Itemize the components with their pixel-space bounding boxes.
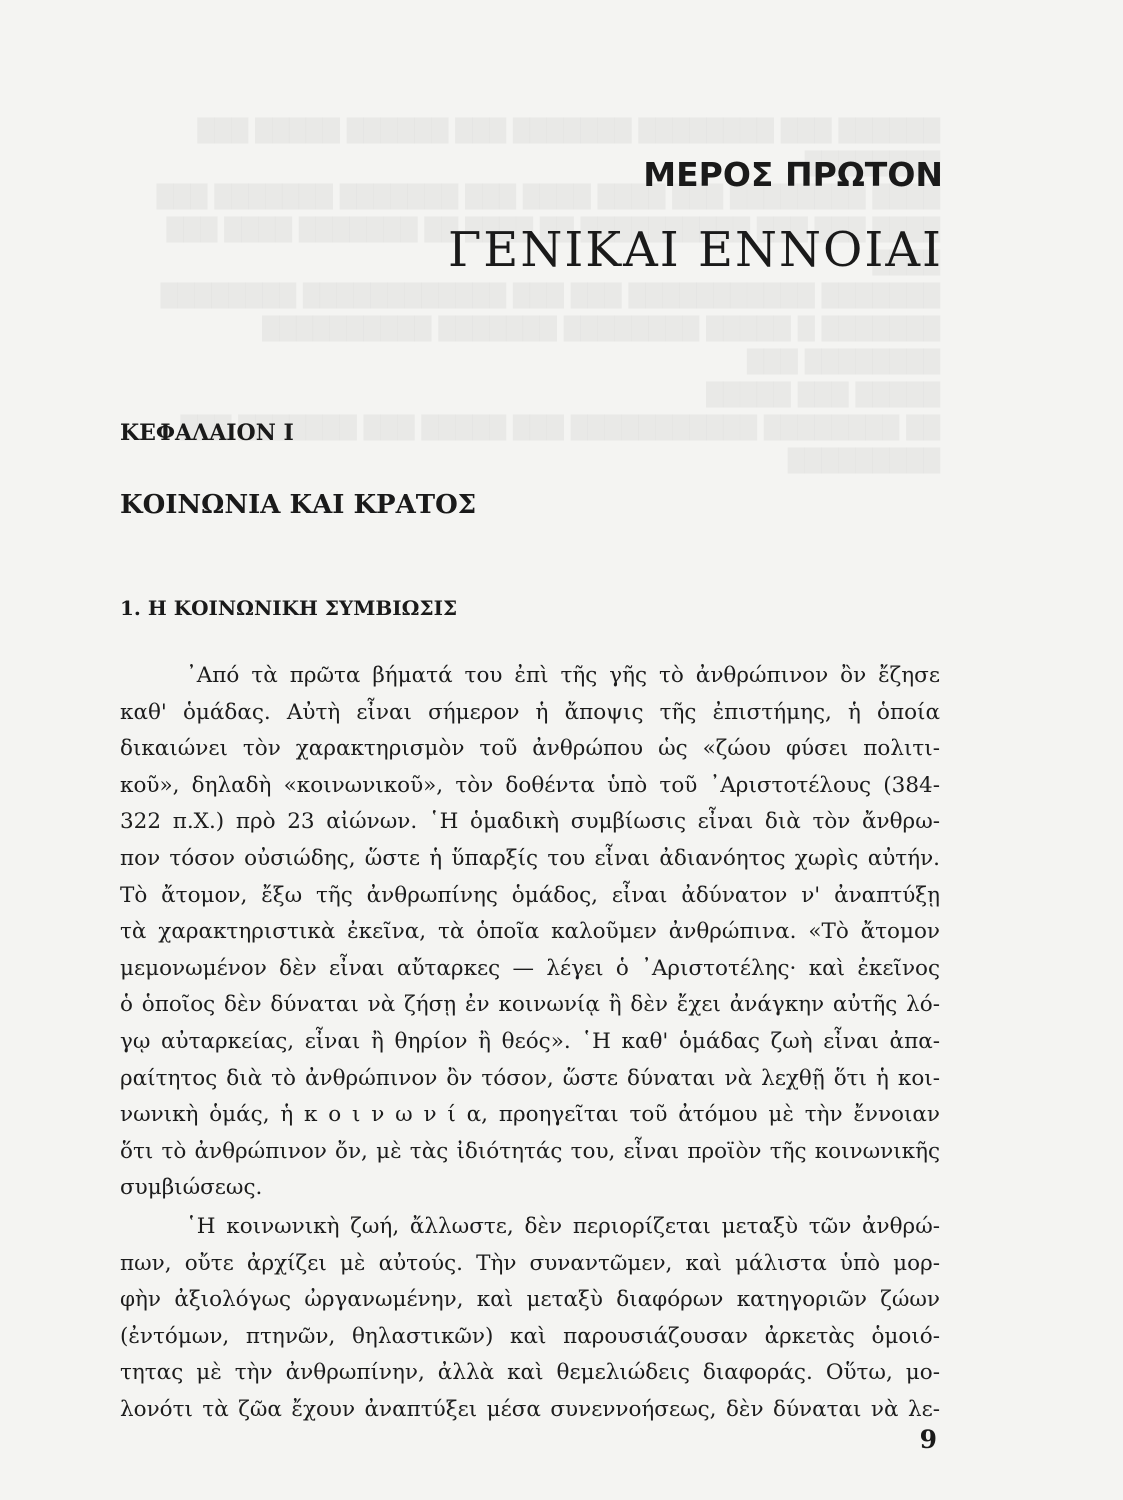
- text-line: κοῦ», δηλαδὴ «κοινωνικοῦ», τὸν δοθέντα ὑπὸ τοῦ ᾿Αριστοτέλους (384-: [120, 772, 940, 798]
- paragraph: [120, 658, 940, 1207]
- text-line: Τὸ ἄτομον, ἔξω τῆς ἀνθρωπίνης ὁμάδος, εἶναι ἀδύνατον ν' ἀναπτύξῃ: [120, 882, 940, 908]
- chapter-title: ΚΟΙΝΩΝΙΑ ΚΑΙ ΚΡΑΤΟΣ: [120, 490, 477, 520]
- text-line: ὁ ὁποῖος δὲν δύναται νὰ ζήσῃ ἐν κοινωνίᾳ ἢ δὲν ἔχει ἀνάγκην αὐτῆς λό-: [120, 992, 940, 1018]
- section-heading: 1. Η ΚΟΙΝΩΝΙΚΗ ΣΥΜΒΙΩΣΙΣ: [120, 596, 458, 620]
- text-line: (ἐντόμων, πτηνῶν, θηλαστικῶν) καὶ παρουσιάζουσαν ἀρκετὰς ὁμοιό-: [120, 1323, 940, 1349]
- text-line: ραίτητος διὰ τὸ ἀνθρώπινον ὂν τόσον, ὥστε δύναται νὰ λεχθῇ ὅτι ἡ κοι-: [120, 1065, 940, 1091]
- page-number: 9: [919, 1425, 937, 1454]
- text-line: τὰ χαρακτηριστικὰ ἐκεῖνα, τὰ ὁποῖα καλοῦμεν ἀνθρώπινα. «Τὸ ἄτομον: [120, 919, 940, 945]
- part-title: ΓΕΝΙΚΑΙ ΕΝΝΟΙΑΙ: [447, 222, 943, 278]
- text-line: φὴν ἀξιολόγως ὠργανωμένην, καὶ μεταξὺ διαφόρων κατηγοριῶν ζώων: [120, 1287, 940, 1313]
- text-line: πων, οὔτε ἀρχίζει μὲ αὐτούς. Τὴν συναντῶμεν, καὶ μάλιστα ὑπὸ μορ-: [120, 1250, 940, 1276]
- text-line: νωνικὴ ὁμάς, ἡ κ ο ι ν ω ν ί α, προηγεῖται τοῦ ἀτόμου μὲ τὴν ἔννοιαν: [120, 1102, 940, 1128]
- text-line: πον τόσον οὐσιώδης, ὥστε ἡ ὕπαρξίς του εἶναι ἀδιανόητος χωρὶς αὐτήν.: [120, 845, 940, 871]
- text-line: λονότι τὰ ζῶα ἔχουν ἀναπτύξει μέσα συνεννοήσεως, δὲν δύναται νὰ λε-: [120, 1396, 940, 1422]
- text-line: ὅτι τὸ ἀνθρώπινον ὄν, μὲ τὰς ἰδιότητάς του, εἶναι προϊὸν τῆς κοινωνικῆς: [120, 1138, 940, 1164]
- body-text: [120, 658, 940, 1428]
- chapter-label: ΚΕΦΑΛΑΙΟΝ Ι: [120, 420, 294, 446]
- text-line: γῳ αὐταρκείας, εἶναι ἢ θηρίον ἢ θεός». ῾Η καθ' ὁμάδας ζωὴ εἶναι ἀπα-: [120, 1028, 940, 1054]
- text-line: δικαιώνει τὸν χαρακτηρισμὸν τοῦ ἀνθρώπου ὡς «ζώου φύσει πολιτι-: [120, 736, 940, 762]
- text-line: μεμονωμένον δὲν εἶναι αὔταρκες — λέγει ὁ ᾿Αριστοτέλης· καὶ ἐκεῖνος: [120, 955, 940, 981]
- text-line: καθ' ὁμάδας. Αὐτὴ εἶναι σήμερον ἡ ἄποψις τῆς ἐπιστήμης, ἡ ὁποία: [120, 699, 940, 725]
- part-heading: ΜΕΡΟΣ ΠΡΩΤΟΝ: [643, 155, 943, 194]
- text-line: 322 π.Χ.) πρὸ 23 αἰώνων. ῾Η ὁμαδικὴ συμβίωσις εἶναι διὰ τὸν ἄνθρω-: [120, 809, 940, 835]
- text-line: τητας μὲ τὴν ἀνθρωπίνην, ἀλλὰ καὶ θεμελιώδεις διαφοράς. Οὕτω, μο-: [120, 1360, 940, 1386]
- text-line: ῾Η κοινωνικὴ ζωή, ἄλλωστε, δὲν περιορίζεται μεταξὺ τῶν ἀνθρώ-: [186, 1213, 940, 1239]
- paragraph: [120, 1209, 940, 1429]
- text-line: συμβιώσεως.: [120, 1175, 263, 1201]
- text-line: ᾿Από τὰ πρῶτα βήματά του ἐπὶ τῆς γῆς τὸ ἀνθρώπινον ὂν ἔζησε: [186, 663, 940, 688]
